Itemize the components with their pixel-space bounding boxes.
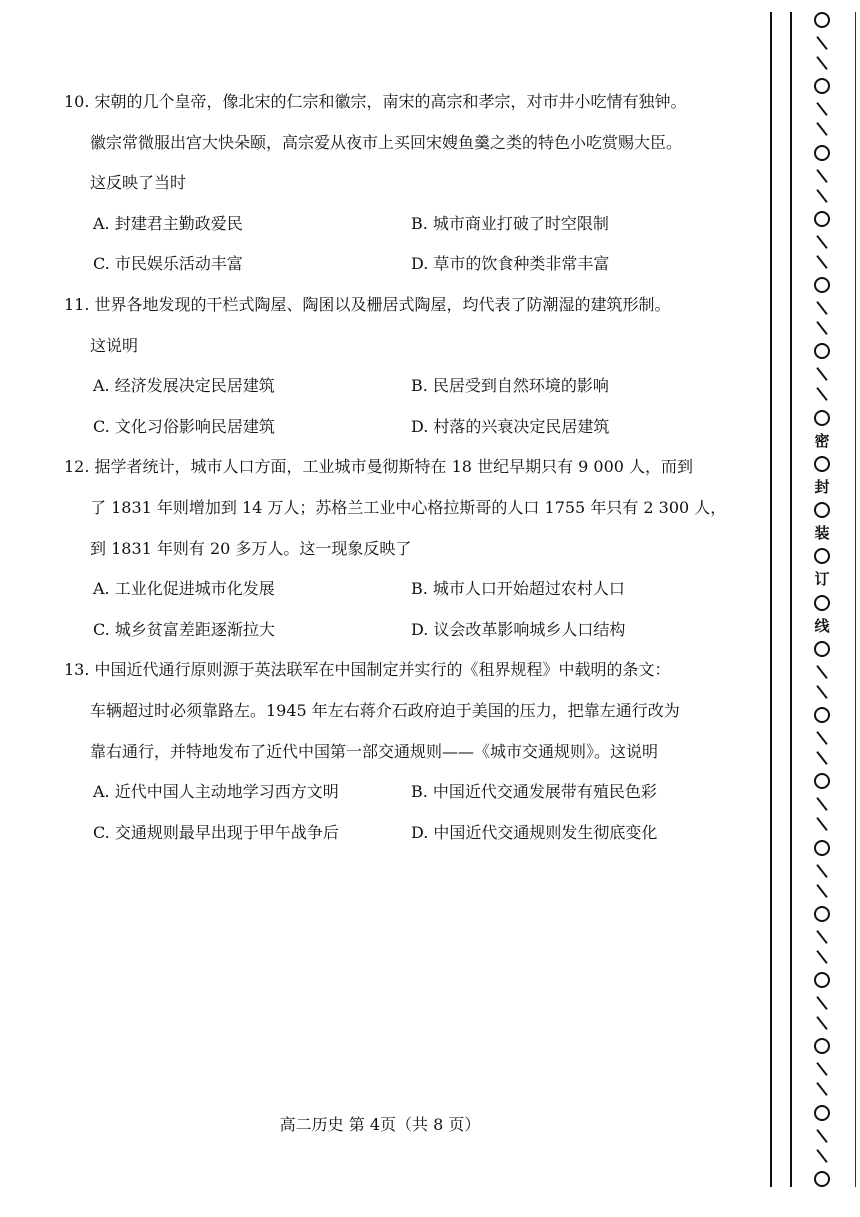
answer-options: [64, 366, 754, 447]
answer-option: D. 草市的饮食种类非常丰富: [411, 254, 610, 274]
binding-dash-group: [821, 995, 823, 1031]
binding-dash: [816, 884, 827, 898]
binding-circle: [814, 1105, 830, 1121]
answer-option: C. 城乡贫富差距逐渐拉大: [93, 619, 275, 639]
question-stem: 10. 宋朝的几个皇帝，像北宋的仁宗和徽宗，南宋的高宗和孝宗，对市井小吃情有独钟。: [64, 92, 687, 111]
binding-dash: [816, 817, 827, 831]
answer-option: A. 经济发展决定民居建筑: [93, 376, 275, 396]
binding-circle: [814, 211, 830, 227]
question-stem-continuation: 靠右通行，并特地发布了近代中国第一部交通规则——《城市交通规则》。这说明: [90, 741, 659, 761]
binding-circle: [814, 12, 830, 28]
binding-dash: [816, 864, 827, 878]
binding-circle: [814, 145, 830, 161]
binding-dash: [816, 56, 827, 70]
question-stem: 12. 据学者统计，城市人口方面，工业城市曼彻斯特在 18 世纪早期只有 9 000 人，而到: [64, 457, 694, 477]
page-edge-rule: [855, 12, 856, 1187]
question-stem-continuation: 徽宗常微服出宫大快朵颐，高宗爱从夜市上买回宋嫂鱼羹之类的特色小吃赏赐大臣。: [90, 132, 683, 152]
binding-dash: [816, 731, 827, 745]
question-block: [64, 447, 754, 650]
answer-option: C. 文化习俗影响民居建筑: [93, 416, 275, 436]
binding-dash-group: [821, 664, 823, 700]
binding-circle: [814, 906, 830, 922]
binding-dash-group: [821, 1128, 823, 1164]
binding-label: 线: [814, 616, 830, 635]
answer-option: A. 工业化促进城市化发展: [93, 579, 275, 599]
question-stem-continuation: 这反映了当时: [90, 173, 187, 193]
binding-circle: [814, 548, 830, 564]
binding-dash-group: [821, 101, 823, 137]
binding-circle: [814, 972, 830, 988]
answer-option: D. 议会改革影响城乡人口结构: [411, 619, 626, 639]
binding-dash: [816, 321, 827, 335]
binding-circle: [814, 707, 830, 723]
answer-option: B. 民居受到自然环境的影响: [411, 376, 609, 396]
binding-circle: [814, 410, 830, 426]
binding-dash: [816, 102, 827, 116]
question-stem-continuation: 了 1831 年则增加到 14 万人；苏格兰工业中心格拉斯哥的人口 1755 年只有 2 300 人，: [90, 497, 727, 517]
question-stem-continuation: 车辆超过时必须靠路左。1945 年左右蒋介石政府迫于美国的压力，把靠左通行改为: [90, 700, 680, 720]
binding-circle: [814, 78, 830, 94]
answer-option: C. 市民娱乐活动丰富: [93, 254, 243, 274]
binding-dash: [816, 169, 827, 183]
binding-rule-inner: [790, 12, 792, 1187]
binding-dash: [816, 930, 827, 944]
binding-dash: [816, 665, 827, 679]
binding-dash-group: [821, 796, 823, 832]
question-block: [64, 650, 754, 853]
answer-option: A. 近代中国人主动地学习西方文明: [93, 782, 339, 802]
binding-circle: [814, 502, 830, 518]
binding-dash: [816, 1129, 827, 1143]
binding-circle: [814, 1038, 830, 1054]
binding-dash-group: [821, 929, 823, 965]
binding-circle: [814, 595, 830, 611]
binding-dash: [816, 751, 827, 765]
question-stem: 11. 世界各地发现的干栏式陶屋、陶囷以及栅居式陶屋，均代表了防潮湿的建筑形制。: [64, 294, 671, 314]
answer-option: B. 城市商业打破了时空限制: [411, 213, 609, 233]
binding-dash: [816, 122, 827, 136]
binding-dash: [816, 367, 827, 381]
question-list: [64, 82, 754, 853]
binding-dash-group: [821, 300, 823, 336]
binding-dash: [816, 255, 827, 269]
binding-dash-group: [821, 730, 823, 766]
page-footer: 高二历史 第 4页（共 8 页）: [279, 1115, 481, 1134]
binding-margin: [802, 12, 842, 1187]
binding-dash: [816, 189, 827, 203]
question-stem-continuation: 这说明: [90, 335, 139, 355]
binding-dash-group: [821, 168, 823, 204]
question-block: [64, 285, 754, 447]
answer-option: A. 封建君主勤政爱民: [93, 213, 243, 233]
binding-label: 订: [814, 570, 830, 589]
binding-dash: [816, 685, 827, 699]
binding-dash-group: [821, 35, 823, 71]
binding-dash-group: [821, 366, 823, 402]
binding-circle: [814, 641, 830, 657]
binding-circle: [814, 456, 830, 472]
answer-options: [64, 772, 754, 853]
binding-dash: [816, 797, 827, 811]
binding-rule-left: [770, 12, 772, 1187]
binding-dash: [816, 1062, 827, 1076]
binding-dash: [816, 950, 827, 964]
binding-dash: [816, 301, 827, 315]
answer-option: D. 中国近代交通规则发生彻底变化: [411, 822, 658, 842]
binding-label: 装: [814, 524, 830, 543]
binding-label: 密: [814, 431, 830, 450]
answer-option: D. 村落的兴衰决定民居建筑: [411, 416, 610, 436]
binding-dash: [816, 36, 827, 50]
binding-dash-group: [821, 234, 823, 270]
answer-options: [64, 569, 754, 650]
question-block: [64, 82, 754, 285]
binding-dash: [816, 387, 827, 401]
binding-dash: [816, 1016, 827, 1030]
binding-circle: [814, 277, 830, 293]
answer-options: [64, 204, 754, 285]
binding-label: 封: [814, 477, 830, 496]
answer-option: B. 城市人口开始超过农村人口: [411, 579, 625, 599]
binding-dash: [816, 1149, 827, 1163]
question-stem: 13. 中国近代通行原则源于英法联军在中国制定并实行的《租界规程》中载明的条文：: [64, 660, 671, 680]
binding-circle: [814, 840, 830, 856]
binding-dash: [816, 1082, 827, 1096]
binding-dash-group: [821, 863, 823, 899]
question-stem-continuation: 到 1831 年则有 20 多万人。这一现象反映了: [90, 538, 412, 558]
binding-dash: [816, 235, 827, 249]
binding-circle: [814, 343, 830, 359]
binding-circle: [814, 1171, 830, 1187]
binding-dash-group: [821, 1061, 823, 1097]
answer-option: C. 交通规则最早出现于甲午战争后: [93, 822, 339, 842]
answer-option: B. 中国近代交通发展带有殖民色彩: [411, 782, 657, 802]
binding-dash: [816, 996, 827, 1010]
binding-circle: [814, 773, 830, 789]
